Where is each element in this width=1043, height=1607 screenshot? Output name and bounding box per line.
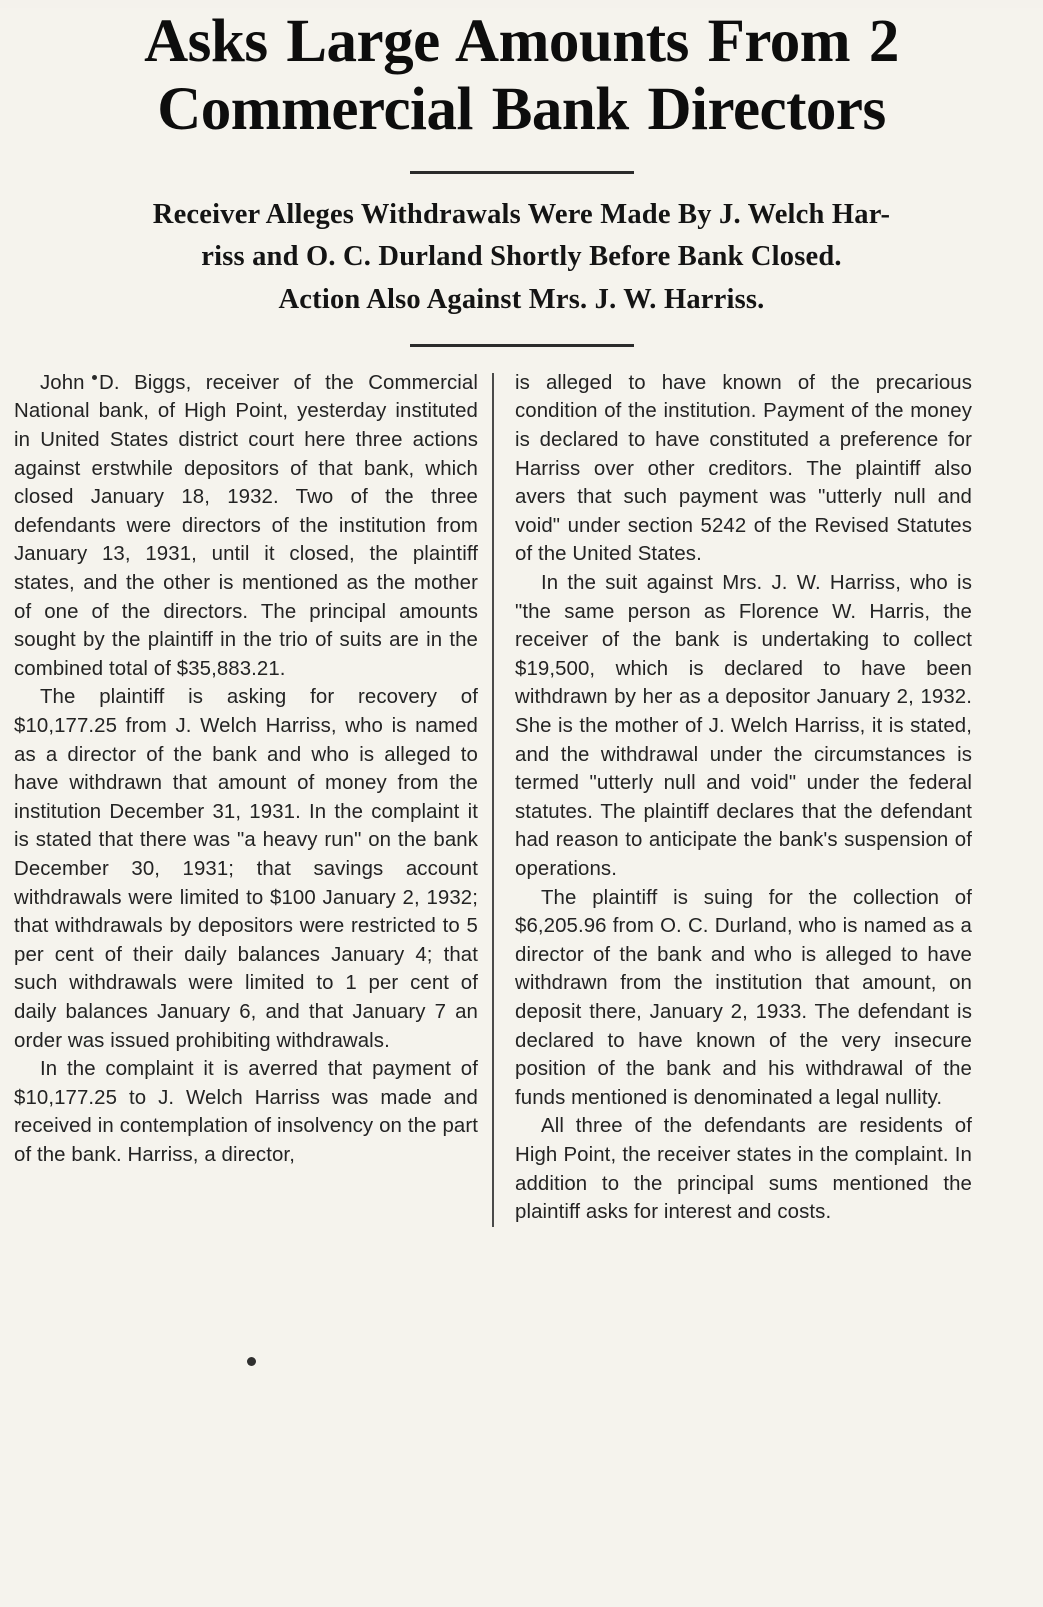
paragraph: All three of the defendants are residents of High Point, the receiver states in the complaint. In addition to the principal sums mentioned the plaintiff asks for interest and costs. [515,1115,972,1224]
page-title [14,8,1029,145]
paragraph: John D. Biggs, receiver of the Commercial National bank, of High Point, yesterday instituted in United States district court here three actions against erstwhile depositors of that bank, which closed January 18, 1932. Two of the three defendants were directors of the institution from January 13, 1931, until it closed, the plaintiff states, and the other is mentioned as the mother of one of the directors. The principal amounts sought by the plaintiff in the trio of suits are in the combined total of $35,883.21. [14,371,478,680]
article-column-left [14,369,492,1227]
newspaper-page [0,8,1043,1607]
ink-smudge [247,1357,256,1366]
headline-line-2: Commercial Bank Directors [157,76,886,144]
subheadline-line-2: riss and O. C. Durland Shortly Before Bank Closed. [201,241,842,273]
subheadline-line-3: Action Also Against Mrs. J. W. Harriss. [278,284,765,316]
paragraph: The plaintiff is suing for the collection of $6,205.96 from O. C. Durland, who is named as a director of the bank and who is alleged to have withdrawn from the institution that amount, on deposit there, January 2, 1933. The defendant is declared to have known of the very insecure position of the bank and his withdrawal of the funds mentioned is denominated a legal nullity. [515,886,972,1109]
paragraph: In the suit against Mrs. J. W. Harriss, who is "the same person as Florence W. Harris, the receiver of the bank is undertaking to collect $19,500, which is declared to have been withdrawn by her as a depositor January 2, 1932. She is the mother of J. Welch Harriss, it is stated, and the withdrawal under the circumstances is termed "utterly null and void" under the federal statutes. The plaintiff declares that the defendant had reason to anticipate the bank's suspension of operations. [515,572,972,880]
headline-line-1: Asks Large Amounts From 2 [144,8,899,75]
divider-rule-top [410,171,634,174]
subheadline [18,194,1025,322]
article-column-right [494,369,972,1227]
paragraph: In the complaint it is averred that payment of $10,177.25 to J. Welch Harriss was made and received in contemplation of insolvency on the part of the bank. Harriss, a director, [14,1058,478,1166]
article-body [14,369,1029,1227]
divider-rule-bottom [410,344,634,347]
paragraph: is alleged to have known of the precarious condition of the institution. Payment of the money is declared to have constituted a preference for Harriss over other creditors. The plaintiff also avers that such payment was "utterly null and void" under section 5242 of the Revised Statutes of the United States. [515,371,972,566]
paragraph: The plaintiff is asking for recovery of $10,177.25 from J. Welch Harriss, who is named as a director of the bank and who is alleged to have withdrawn that amount of money from the institution December 31, 1931. In the complaint it is stated that there was "a heavy run" on the bank December 30, 1931; that savings account withdrawals were limited to $100 January 2, 1932; that withdrawals by depositors were restricted to 5 per cent of their daily balances January 4; that such withdrawals were limited to 1 per cent of daily balances January 6, and that January 7 an order was issued prohibiting withdrawals. [14,686,478,1052]
subheadline-line-1: Receiver Alleges Withdrawals Were Made By J. Welch Har- [152,198,891,230]
